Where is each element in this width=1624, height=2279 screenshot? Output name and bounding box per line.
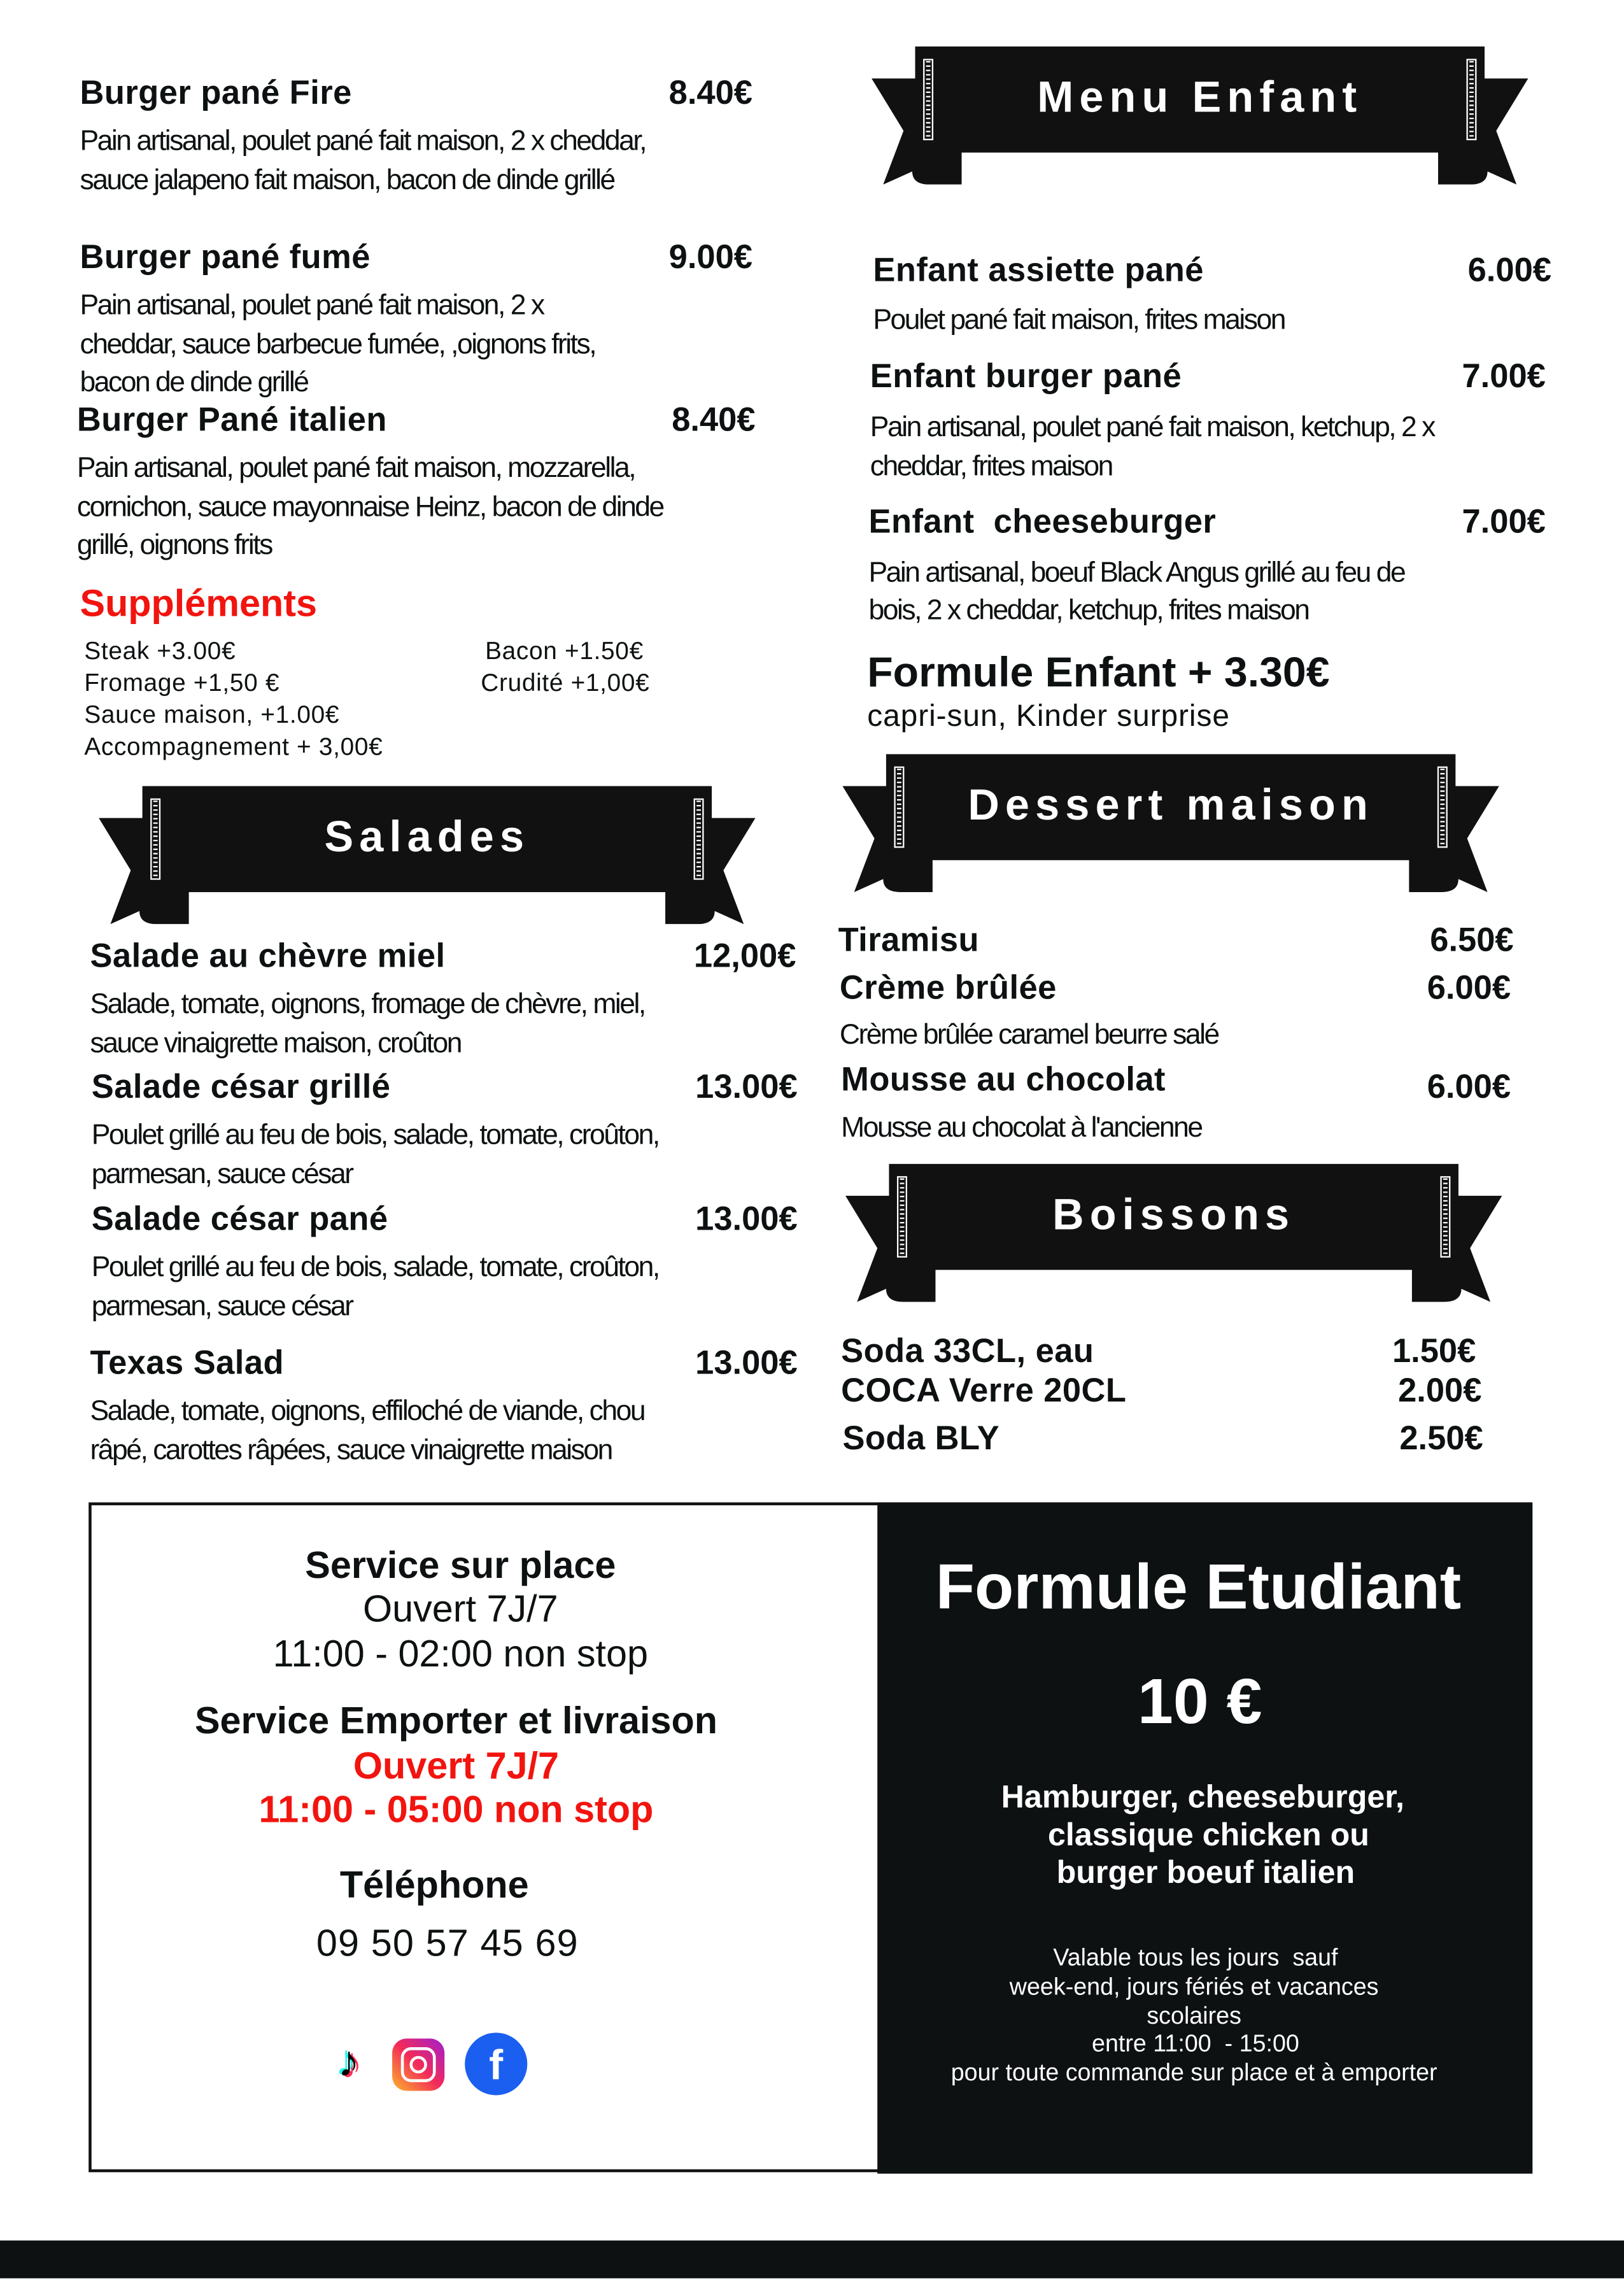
item-desc: bois, 2 x cheddar, ketchup, frites maison (868, 594, 1309, 627)
item-desc: Pain artisanal, poulet pané fait maison, 2 x (80, 289, 544, 322)
tiktok-icon[interactable]: ♪ (337, 2038, 360, 2087)
item-desc: Salade, tomate, oignons, effiloché de viande, chou (90, 1395, 645, 1428)
item-price: 6.00€ (1467, 250, 1551, 288)
banner-title: Boissons (1052, 1191, 1296, 1240)
formule-item: Hamburger, cheeseburger, (1001, 1778, 1405, 1815)
item-desc: sauce vinaigrette maison, croûton (90, 1027, 461, 1060)
formule-condition: entre 11:00 - 15:00 (1092, 2031, 1299, 2057)
formule-etudiant-title: Formule Etudiant (935, 1551, 1462, 1623)
salades-banner (99, 786, 755, 924)
formule-etudiant-price: 10 € (1138, 1666, 1262, 1738)
banner-title: Salades (324, 813, 530, 862)
item-desc: Pain artisanal, boeuf Black Angus grillé au feu de (868, 557, 1405, 589)
instagram-icon[interactable] (392, 2038, 444, 2091)
item-name: Salade au chèvre miel (90, 936, 446, 974)
item-name: Enfant assiette pané (873, 250, 1204, 288)
item-name: Crème brûlée (839, 968, 1057, 1007)
item-desc: cheddar, frites maison (870, 450, 1112, 483)
item-desc: Pain artisanal, poulet pané fait maison, ketchup, 2 x (870, 411, 1434, 444)
item-desc: Pain artisanal, poulet pané fait maison, 2 x cheddar, (80, 125, 646, 158)
formule-enfant: Formule Enfant + 3.30€ (867, 650, 1330, 697)
item-desc: sauce jalapeno fait maison, bacon de dinde grillé (80, 164, 614, 197)
supplements-title: Suppléments (80, 581, 318, 625)
formule-enfant-desc: capri-sun, Kinder surprise (867, 699, 1230, 734)
item-price: 6.50€ (1430, 920, 1514, 958)
item-price: 8.40€ (668, 73, 752, 111)
item-name: Burger Pané italien (76, 400, 387, 438)
item-price: 7.00€ (1462, 502, 1546, 540)
item-desc: grillé, oignons frits (76, 529, 272, 562)
item-price: 2.00€ (1398, 1370, 1482, 1409)
item-name: Texas Salad (90, 1343, 285, 1381)
supplement-item: Steak +3.00€ (84, 637, 236, 665)
menu-enfant-banner (872, 46, 1528, 185)
supplement-item: Crudité +1,00€ (481, 669, 650, 697)
formule-condition: scolaires (1147, 2003, 1241, 2030)
formule-item: classique chicken ou (1047, 1816, 1369, 1853)
supplement-item: Fromage +1,50 € (84, 669, 280, 697)
boissons-banner (845, 1164, 1502, 1302)
supplement-item: Accompagnement + 3,00€ (84, 733, 383, 761)
item-price: 13.00€ (695, 1199, 798, 1237)
item-price: 1.50€ (1392, 1331, 1476, 1370)
item-desc: Mousse au chocolat à l'ancienne (841, 1112, 1202, 1144)
item-name: Enfant burger pané (870, 357, 1182, 395)
item-name: Enfant cheeseburger (868, 502, 1217, 540)
item-name: Burger pané Fire (80, 73, 352, 111)
item-price: 9.00€ (668, 238, 752, 276)
service-sur-place-title: Service sur place (305, 1543, 616, 1587)
item-price: 7.00€ (1462, 357, 1546, 395)
item-desc: cornichon, sauce mayonnaise Heinz, bacon de dinde (76, 491, 663, 524)
item-desc: cheddar, sauce barbecue fumée, ,oignons frits, (80, 329, 596, 361)
item-desc: parmesan, sauce césar (91, 1290, 353, 1323)
telephone-number[interactable]: 09 50 57 45 69 (316, 1920, 579, 1964)
item-name: Soda 33CL, eau (841, 1331, 1094, 1370)
ouvert-text: Ouvert 7J/7 (362, 1586, 558, 1631)
footer-bar (0, 2241, 1624, 2278)
item-price: 6.00€ (1427, 968, 1511, 1007)
facebook-icon[interactable]: f (465, 2033, 527, 2095)
item-desc: Poulet grillé au feu de bois, salade, tomate, croûton, (91, 1119, 659, 1151)
item-price: 8.40€ (672, 400, 756, 438)
item-name: Burger pané fumé (80, 238, 371, 276)
formule-condition: Valable tous les jours sauf (1053, 1945, 1338, 1971)
hours-text: 11:00 - 02:00 non stop (272, 1631, 649, 1675)
banner-title: Menu Enfant (1037, 74, 1363, 122)
banner-title: Dessert maison (968, 781, 1374, 830)
supplement-item: Bacon +1.50€ (485, 637, 644, 665)
item-desc: parmesan, sauce césar (91, 1158, 353, 1191)
telephone-label: Téléphone (339, 1863, 529, 1906)
formule-condition: pour toute commande sur place et à emporter (950, 2060, 1437, 2087)
hours-emporter-text: 11:00 - 05:00 non stop (258, 1787, 654, 1831)
item-price: 13.00€ (695, 1067, 798, 1105)
ouvert-emporter-text: Ouvert 7J/7 (353, 1743, 560, 1787)
item-desc: Crème brûlée caramel beurre salé (839, 1019, 1218, 1051)
item-desc: Poulet grillé au feu de bois, salade, tomate, croûton, (91, 1251, 659, 1284)
item-price: 12,00€ (693, 936, 796, 974)
item-desc: Poulet pané fait maison, frites maison (873, 304, 1285, 336)
item-name: Salade césar grillé (91, 1067, 391, 1105)
item-name: Mousse au chocolat (841, 1060, 1166, 1098)
item-name: Soda BLY (842, 1419, 1000, 1457)
item-desc: Pain artisanal, poulet pané fait maison, mozzarella, (76, 452, 635, 485)
item-price: 6.00€ (1427, 1067, 1511, 1105)
item-name: COCA Verre 20CL (841, 1370, 1127, 1409)
dessert-banner (842, 754, 1499, 892)
item-desc: râpé, carottes râpées, sauce vinaigrette maison (90, 1434, 612, 1466)
item-price: 13.00€ (695, 1343, 798, 1381)
item-name: Tiramisu (838, 920, 980, 958)
formule-item: burger boeuf italien (1056, 1854, 1355, 1891)
item-name: Salade césar pané (91, 1199, 388, 1237)
item-price: 2.50€ (1399, 1419, 1483, 1457)
item-desc: bacon de dinde grillé (80, 366, 308, 399)
service-emporter-title: Service Emporter et livraison (194, 1698, 718, 1742)
formule-condition: week-end, jours fériés et vacances (1009, 1974, 1379, 2001)
supplement-item: Sauce maison, +1.00€ (84, 700, 340, 729)
item-desc: Salade, tomate, oignons, fromage de chèvre, miel, (90, 988, 645, 1021)
